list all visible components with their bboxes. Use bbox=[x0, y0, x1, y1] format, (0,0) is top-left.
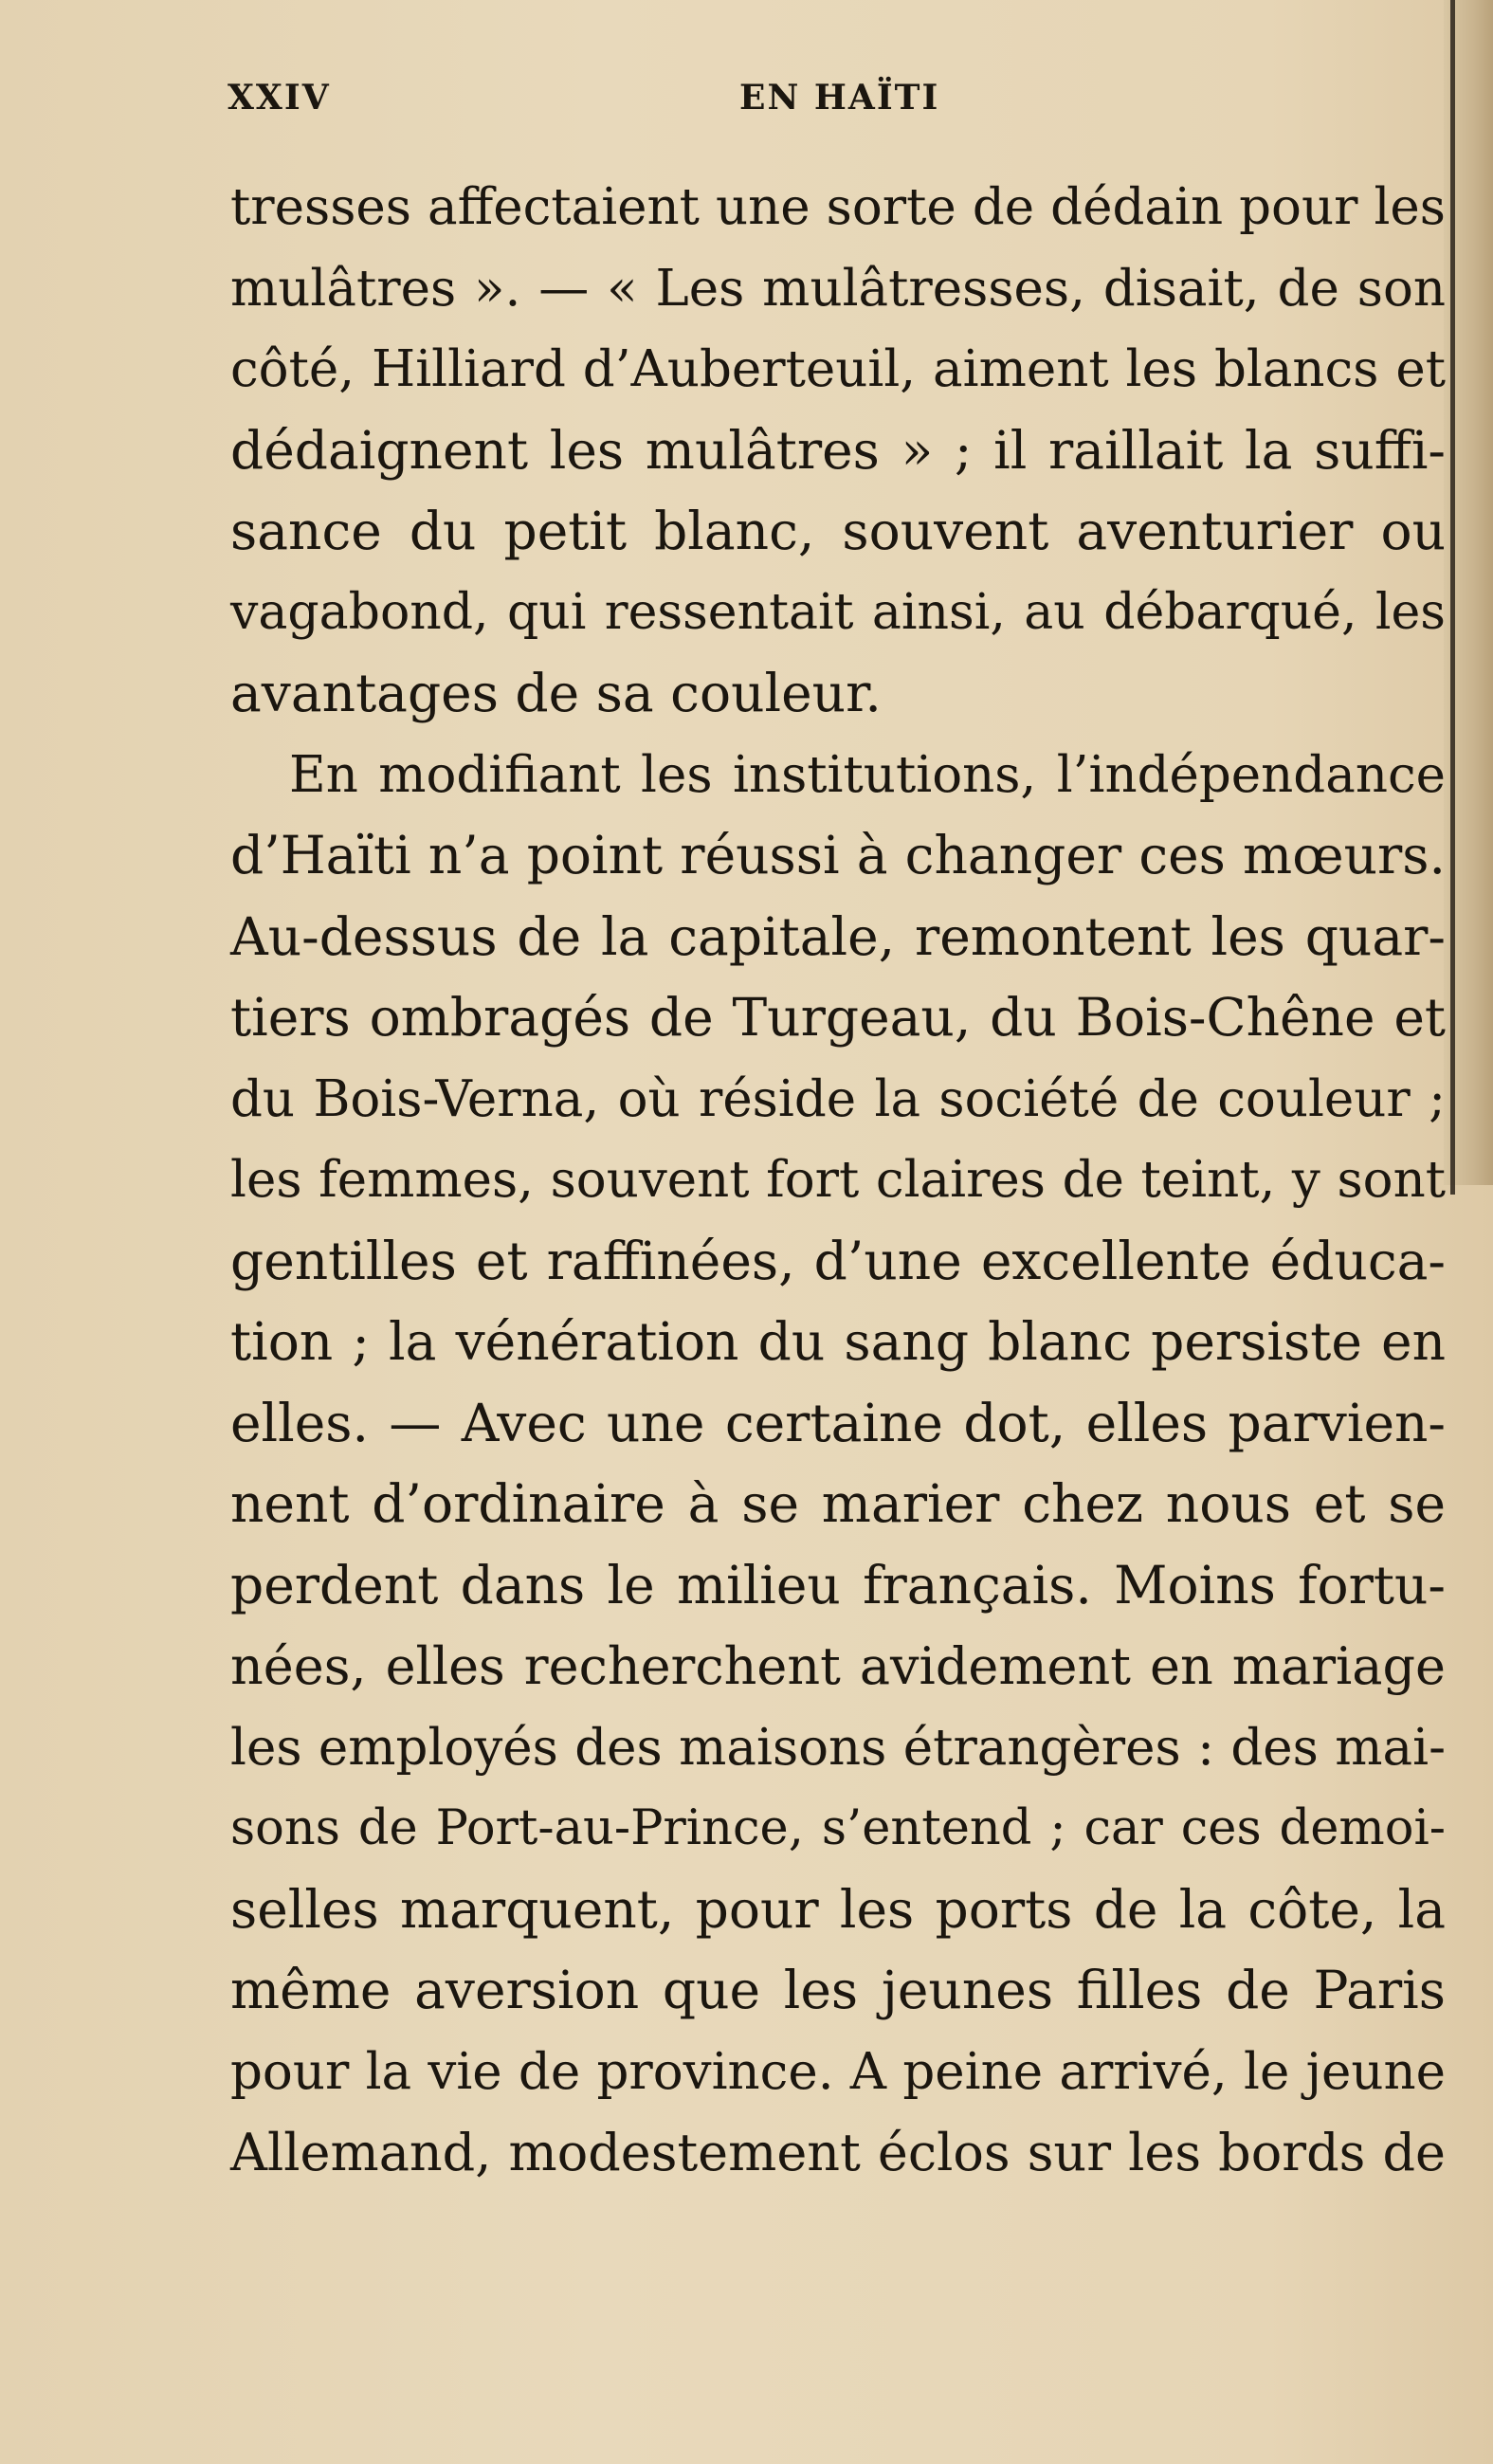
text-line: tion ; la vénération du sang blanc persiste en bbox=[230, 1311, 1446, 1372]
text-line: nées, elles recherchent avidement en mariage bbox=[230, 1636, 1446, 1696]
page-number: XXIV bbox=[228, 78, 331, 118]
page-header bbox=[228, 78, 1450, 125]
text-line: du Bois-Verna, où réside la société de couleur ; bbox=[230, 1069, 1446, 1128]
text-line: gentilles et raffinées, d’une excellente éduca- bbox=[230, 1230, 1446, 1291]
body-text bbox=[230, 167, 1446, 2194]
text-line: elles. — Avec une certaine dot, elles parvien- bbox=[230, 1392, 1446, 1453]
text-line: sance du petit blanc, souvent aventurier ou bbox=[230, 501, 1446, 561]
text-line: les employés des maisons étrangères : des mai- bbox=[230, 1718, 1446, 1777]
text-line: perdent dans le milieu français. Moins fortu- bbox=[230, 1554, 1446, 1615]
running-title: EN HAÏTI bbox=[739, 78, 940, 118]
text-line: selles marquent, pour les ports de la côte, la bbox=[230, 1878, 1446, 1940]
text-line: Au-dessus de la capitale, remontent les quar- bbox=[230, 905, 1446, 967]
text-line: dédaignent les mulâtres » ; il raillait la suffi- bbox=[230, 419, 1446, 481]
text-line: côté, Hilliard d’Auberteuil, aiment les blancs et bbox=[230, 340, 1446, 398]
text-line: Allemand, modestement éclos sur les bords de bbox=[230, 2123, 1446, 2182]
text-line: sons de Port-au-Prince, s’entend ; car ces demoi- bbox=[230, 1800, 1446, 1856]
text-line: pour la vie de province. A peine arrivé, le jeune bbox=[230, 2042, 1446, 2101]
text-line: les femmes, souvent fort claires de teint, y sont bbox=[230, 1151, 1446, 1209]
text-line: mulâtres ». — « Les mulâtresses, disait, de son bbox=[230, 259, 1446, 318]
text-line: d’Haïti n’a point réussi à changer ces mœurs. bbox=[230, 825, 1446, 885]
text-line: vagabond, qui ressentait ainsi, au débarqué, les bbox=[230, 583, 1446, 641]
text-line: même aversion que les jeunes filles de Paris bbox=[230, 1960, 1446, 2020]
binding-edge-line bbox=[1450, 0, 1455, 1195]
text-line: tresses affectaient une sorte de dédain pour les bbox=[230, 178, 1446, 236]
text-line: En modifiant les institutions, l’indépendance bbox=[289, 745, 1446, 804]
text-line: nent d’ordinaire à se marier chez nous et se bbox=[230, 1473, 1446, 1534]
text-line: avantages de sa couleur. bbox=[230, 663, 882, 723]
text-line: tiers ombragés de Turgeau, du Bois-Chêne et bbox=[230, 987, 1446, 1048]
